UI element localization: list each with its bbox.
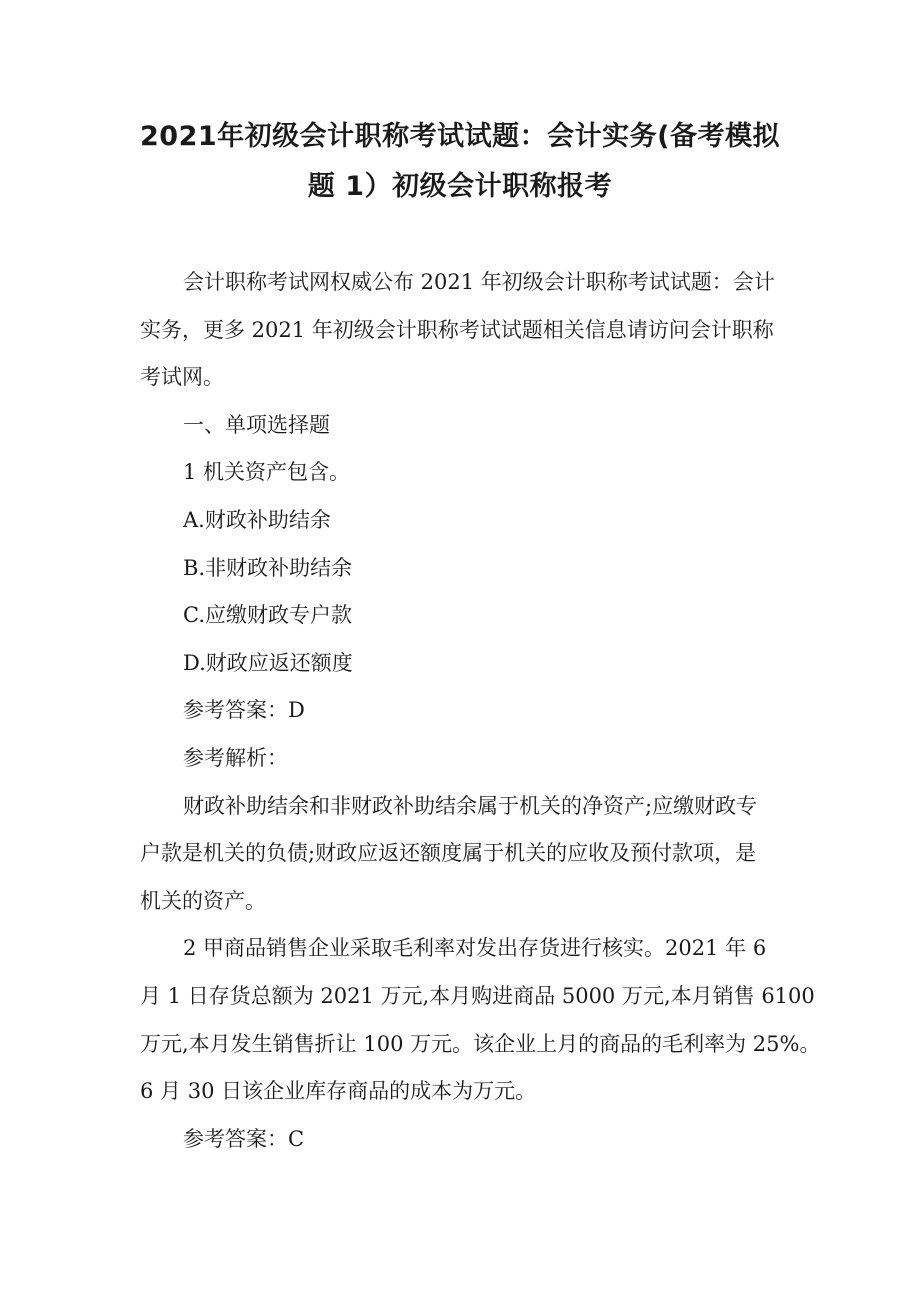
q2-answer: 参考答案：C bbox=[183, 1126, 305, 1151]
q1-option-d: D.财政应返还额度 bbox=[183, 650, 353, 675]
q1-option-a: A.财政补助结余 bbox=[183, 507, 331, 532]
intro-line: 实务，更多 2021 年初级会计职称考试试题相关信息请访问会计职称 bbox=[140, 317, 774, 342]
q2-question-line: 月 1 日存货总额为 2021 万元,本月购进商品 5000 万元,本月销售 6100 bbox=[140, 983, 815, 1008]
q2-question-line: 2 甲商品销售企业采取毛利率对发出存货进行核实。2021 年 6 bbox=[183, 936, 767, 961]
intro-line: 考试网。 bbox=[140, 365, 224, 390]
document-body bbox=[140, 259, 821, 1163]
title-line: 2021年初级会计职称考试试题：会计实务(备考模拟 bbox=[140, 121, 780, 152]
q1-option-c: C.应缴财政专户款 bbox=[183, 603, 352, 628]
document-title bbox=[120, 112, 800, 212]
q1-option-b: B.非财政补助结余 bbox=[183, 555, 353, 580]
q1-answer: 参考答案：D bbox=[183, 698, 305, 723]
q2-question-line: 万元,本月发生销售折让 100 万元。该企业上月的商品的毛利率为 25%。 bbox=[140, 1031, 821, 1056]
title-line: 题 1）初级会计职称报考 bbox=[307, 171, 613, 202]
q1-analysis-label: 参考解析： bbox=[183, 745, 288, 770]
q1-analysis-line: 户款是机关的负债;财政应返还额度属于机关的应收及预付款项，是 bbox=[140, 841, 757, 866]
section-heading: 一、单项选择题 bbox=[183, 412, 330, 437]
q1-question: 1 机关资产包含。 bbox=[183, 460, 351, 485]
intro-line: 会计职称考试网权威公布 2021 年初级会计职称考试试题：会计 bbox=[183, 270, 775, 294]
q1-analysis-line: 机关的资产。 bbox=[140, 888, 266, 913]
q2-question-line: 6 月 30 日该企业库存商品的成本为万元。 bbox=[140, 1079, 537, 1104]
q1-analysis-line: 财政补助结余和非财政补助结余属于机关的净资产;应缴财政专 bbox=[183, 793, 758, 818]
